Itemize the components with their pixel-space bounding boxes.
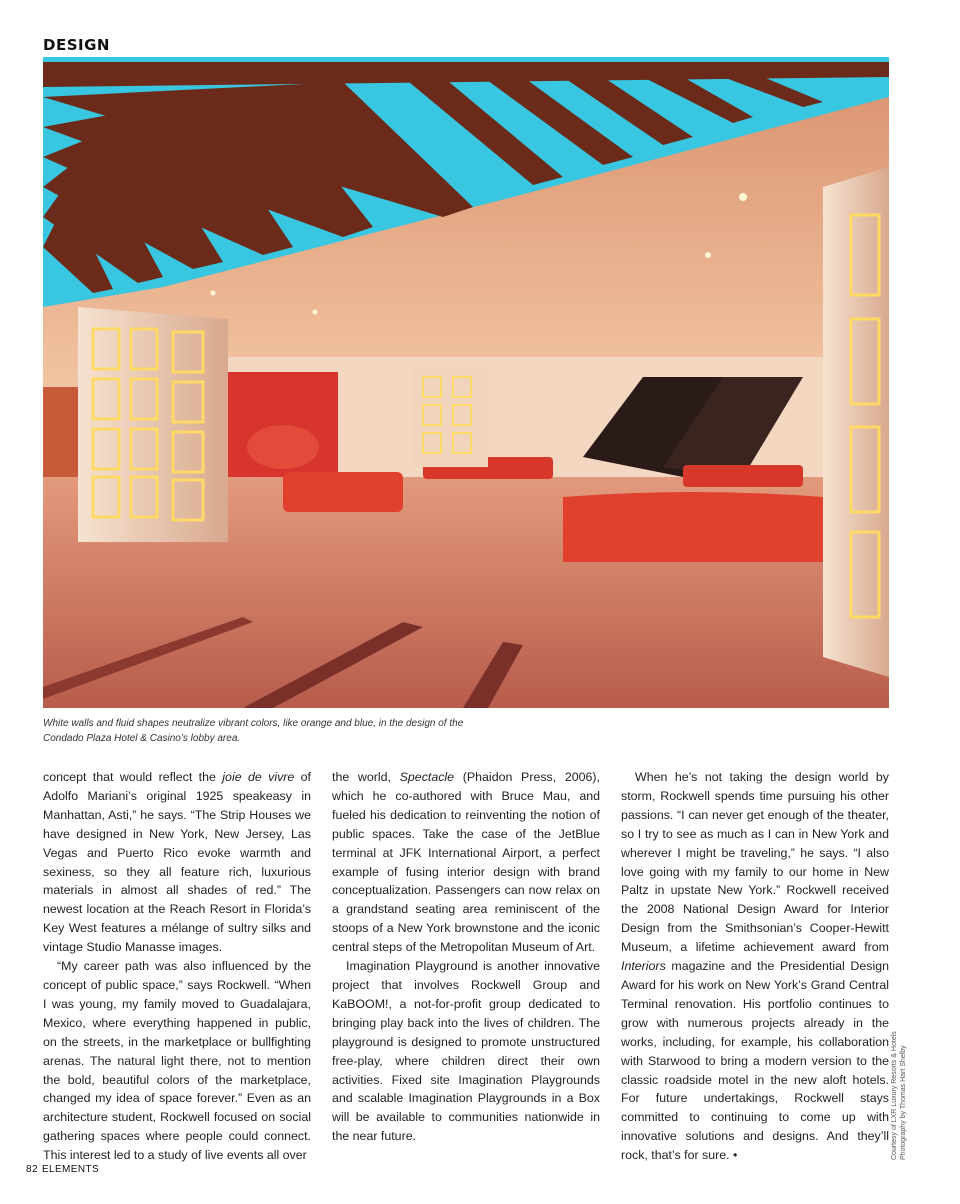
credit-line-1: Courtesy of LXR Luxury Resorts & Hotels — [891, 1031, 898, 1160]
text-column-1 — [43, 768, 311, 1165]
end-mark: • — [729, 1148, 738, 1163]
text-column-2 — [332, 768, 600, 1146]
italic-text: Spectacle — [399, 770, 455, 784]
section-label: DESIGN — [43, 36, 110, 54]
text-run: of Adolfo Mariani’s original 1925 speakeasy in Manhattan, Asti,” he says. “The Strip Houses we have designed in New York, New Jersey, Las Vegas and Puerto Rico evoke warmth and sexiness, so they all feature rich, luxurious materials in almost all shades of red.” The newest location at the Reach Resort in Florida’s Key West features a mélange of sultry silks and vintage Studio Manasse images. — [43, 770, 311, 955]
text-run: magazine and the Presidential Design Award for his work on New York’s Grand Central Terminal renovation. His portfolio continues to grow with numerous projects already in the works, including, for example, his collaboration with Starwood to bring a modern version to the classic roadside motel in the new aloft hotels. For future undertakings, Rockwell stays committed to continuing to come up with innovative solutions and designs. And they’ll rock, that’s for sure. — [621, 959, 889, 1163]
caption-line-1: White walls and fluid shapes neutralize vibrant colors, like orange and blue, in the design of the — [43, 718, 464, 729]
lobby-illustration — [43, 57, 889, 708]
text-run: the world, — [332, 770, 400, 784]
text-run: concept that would reflect the — [43, 770, 223, 784]
page-folio — [26, 1164, 99, 1175]
paragraph: Imagination Playground is another innovative project that involves Rockwell Group and KaBOOM!, a not-for-profit group dedicated to bringing play back into the lives of children. The playground is designed to promote unstructured free-play, where children direct their own activities. Fixed site Imagination Playgrounds and scalable Imagination Playgrounds in a Box will be available to communities nationwide in the near future. — [332, 959, 600, 1144]
text-run: When he’s not taking the design world by storm, Rockwell spends time pursuing his other passions. “I can never get enough of the theater, so I try to see as much as I can in New York and wherever I might be traveling,” he says. “I also love going with my family to our home in New Paltz in upstate New York.” Rockwell received the 2008 National Design Award for Interior Design from the Smithsonian’s Cooper-Hewitt Museum, a lifetime achievement award from — [621, 770, 889, 955]
text-column-3 — [621, 768, 889, 1165]
text-run: (Phaidon Press, 2006), which he co-authored with Bruce Mau, and fueled his dedication to reinventing the notion of public spaces. Take the case of the JetBlue terminal at JFK International Airport, a perfect example of fusing interior design with brand conceptualization. Passengers can now relax on a grandstand seating area reminiscent of the stoops of a New York brownstone and the iconic central steps of the Metropolitan Museum of Art. — [332, 770, 600, 955]
photo-caption — [43, 716, 503, 746]
italic-text: joie de vivre — [222, 770, 295, 784]
page-number: 82 — [26, 1164, 38, 1175]
photo-credit — [890, 1020, 908, 1160]
lobby-photo — [43, 57, 889, 708]
credit-line-2: Photography by Thomas Hart Shelby — [900, 1045, 907, 1160]
paragraph: “My career path was also influenced by the concept of public space,” says Rockwell. “When I was young, my family moved to Guadalajara, Mexico, where everything happened in public, on the streets, in the marketplace or bullfighting arenas. The natural light there, not to mention the bold, beautiful colors of the marketplace, changed my idea of space forever.” Even as an architecture student, Rockwell focused on social gathering spaces where people could connect. This interest led to a study of live events all over — [43, 959, 311, 1163]
italic-text: Interiors — [621, 959, 666, 974]
paragraph — [621, 768, 889, 1165]
paragraph — [332, 768, 600, 957]
magazine-name: ELEMENTS — [41, 1164, 100, 1175]
caption-line-2: Condado Plaza Hotel & Casino’s lobby area. — [43, 733, 241, 744]
paragraph — [43, 768, 311, 957]
